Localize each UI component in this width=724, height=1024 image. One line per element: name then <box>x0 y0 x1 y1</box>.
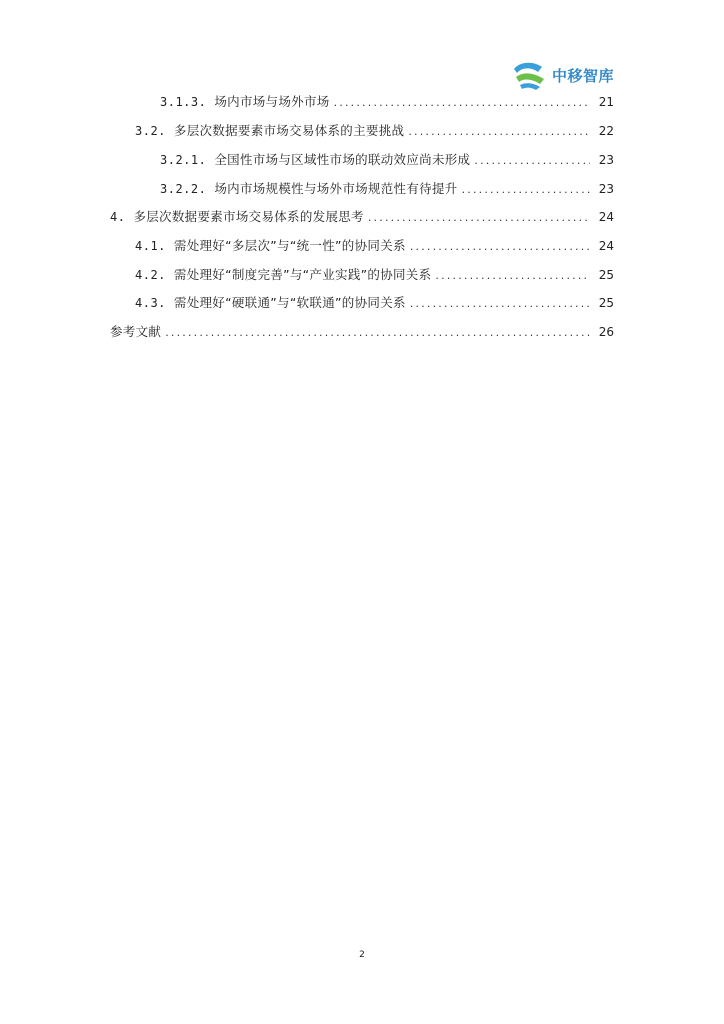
toc-entry-page: 26 <box>598 325 614 339</box>
toc-entry-page: 21 <box>598 95 614 109</box>
toc-leader-dots <box>408 122 590 142</box>
toc-entry[interactable] <box>135 236 614 256</box>
toc-entry-title: 多层次数据要素市场交易体系的发展思考 <box>133 209 364 224</box>
toc-entry-number: 3.2. <box>135 124 166 138</box>
toc-entry-number: 4. <box>110 210 126 224</box>
toc-entry[interactable] <box>135 265 614 285</box>
toc-leader-dots <box>435 266 590 286</box>
logo-text: 中移智库 <box>552 66 615 85</box>
toc-leader-dots <box>474 151 590 171</box>
toc-entry-number: 3.2.2. <box>160 182 207 196</box>
logo-icon <box>512 59 546 91</box>
toc-entry-page: 24 <box>598 210 614 224</box>
toc-entry-title: 参考文献 <box>110 324 162 339</box>
toc-entry-title: 场内市场与场外市场 <box>214 94 330 109</box>
toc-entry-title: 全国性市场与区域性市场的联动效应尚未形成 <box>214 152 471 167</box>
toc-entry-page: 24 <box>598 239 614 253</box>
brand-logo <box>512 58 614 92</box>
toc-entry-page: 22 <box>598 124 614 138</box>
toc-entry[interactable] <box>135 121 614 141</box>
toc-entry-title: 需处理好“硬联通”与“软联通”的协同关系 <box>173 295 406 310</box>
toc-entry[interactable] <box>160 92 614 112</box>
toc-leader-dots <box>368 208 590 228</box>
toc-entry-title: 多层次数据要素市场交易体系的主要挑战 <box>173 123 405 138</box>
toc-entry-number: 4.1. <box>135 239 166 253</box>
toc-leader-dots <box>334 93 590 113</box>
toc-entry-page: 25 <box>598 296 614 310</box>
toc-leader-dots <box>410 294 590 314</box>
toc-entry-number: 4.2. <box>135 268 166 282</box>
toc-leader-dots <box>165 323 590 343</box>
toc-entry-number: 3.2.1. <box>160 153 207 167</box>
toc-entry-title: 需处理好“制度完善”与“产业实践”的协同关系 <box>173 267 432 282</box>
page-number: 2 <box>359 950 365 960</box>
toc-entry-page: 23 <box>598 182 614 196</box>
toc-leader-dots <box>462 180 590 200</box>
toc-leader-dots <box>410 237 590 257</box>
toc-entry[interactable] <box>135 293 614 313</box>
toc-entry[interactable] <box>160 150 614 170</box>
toc-entry[interactable] <box>160 179 614 199</box>
toc-entry-number: 4.3. <box>135 296 166 310</box>
toc-entry-page: 25 <box>598 268 614 282</box>
toc-entry[interactable] <box>110 322 614 342</box>
toc-entry-number: 3.1.3. <box>160 95 207 109</box>
toc-entry-title: 需处理好“多层次”与“统一性”的协同关系 <box>173 238 406 253</box>
toc-entry-title: 场内市场规模性与场外市场规范性有待提升 <box>214 181 458 196</box>
toc-entry[interactable] <box>110 207 614 227</box>
toc-entry-page: 23 <box>598 153 614 167</box>
